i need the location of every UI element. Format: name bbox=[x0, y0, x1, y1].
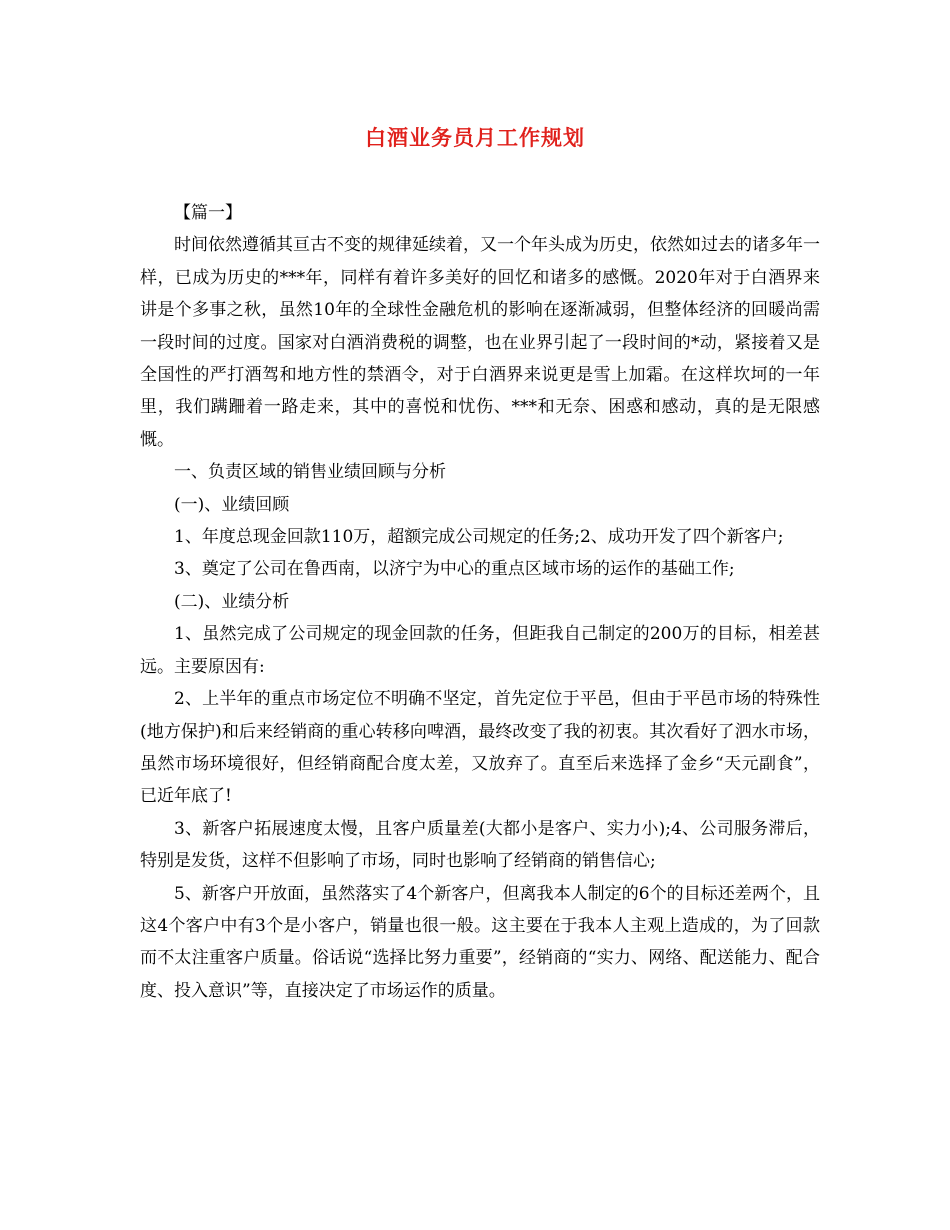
paragraph-analysis-item-5: 5、新客户开放面，虽然落实了4个新客户，但离我本人制定的6个的目标还差两个，且这4个客户中有3个是小客户，销量也很一般。这主要在于我本人主观上造成的，为了回款而不太注重客户质量。俗话说“选择比努力重要”，经销商的“实力、网络、配送能力、配合度、投入意识”等，直接决定了市场运作的质量。 bbox=[140, 883, 820, 1001]
paragraph-review-item-1: 1、年度总现金回款110万，超额完成公司规定的任务;2、成功开发了四个新客户; bbox=[174, 527, 784, 548]
subsection-heading-performance-review: (一)、业绩回顾 bbox=[174, 494, 290, 515]
document-body bbox=[140, 197, 820, 1007]
paragraph-review-item-3: 3、奠定了公司在鲁西南，以济宁为中心的重点区域市场的运作的基础工作; bbox=[174, 559, 735, 580]
section-heading-part-one: 【篇一】 bbox=[174, 203, 242, 223]
document-title: 白酒业务员月工作规划 bbox=[365, 125, 585, 150]
paragraph-analysis-item-2: 2、上半年的重点市场定位不明确不坚定，首先定位于平邑，但由于平邑市场的特殊性(地方保护)和后来经销商的重心转移向啤酒，最终改变了我的初衷。其次看好了泗水市场，虽然市场环境很好，但经销商配合度太差，又放弃了。直至后来选择了金乡“天元副食”，已近年底了! bbox=[140, 689, 820, 807]
paragraph-analysis-item-3: 3、新客户拓展速度太慢，且客户质量差(大都小是客户、实力小);4、公司服务滞后，特别是发货，这样不但影响了市场，同时也影响了经销商的销售信心; bbox=[140, 818, 820, 872]
subsection-heading-performance-analysis: (二)、业绩分析 bbox=[174, 591, 290, 612]
intro-paragraph: 时间依然遵循其亘古不变的规律延续着，又一个年头成为历史，依然如过去的诸多年一样，已成为历史的***年，同样有着许多美好的回忆和诸多的感慨。2020年对于白酒界来讲是个多事之秋，虽然10年的全球性金融危机的影响在逐渐减弱，但整体经济的回暖尚需一段时间的过度。国家对白酒消费税的调整，也在业界引起了一段时间的*动，紧接着又是全国性的严打酒驾和地方性的禁酒令，对于白酒界来说更是雪上加霜。在这样坎坷的一年里，我们蹒跚着一路走来，其中的喜悦和忧伤、***和无奈、困惑和感动，真的是无限感慨。 bbox=[140, 235, 820, 450]
section-heading-sales-review: 一、负责区域的销售业绩回顾与分析 bbox=[174, 462, 446, 483]
paragraph-analysis-item-1: 1、虽然完成了公司规定的现金回款的任务，但距我自己制定的200万的目标，相差甚远。主要原因有: bbox=[140, 624, 820, 677]
